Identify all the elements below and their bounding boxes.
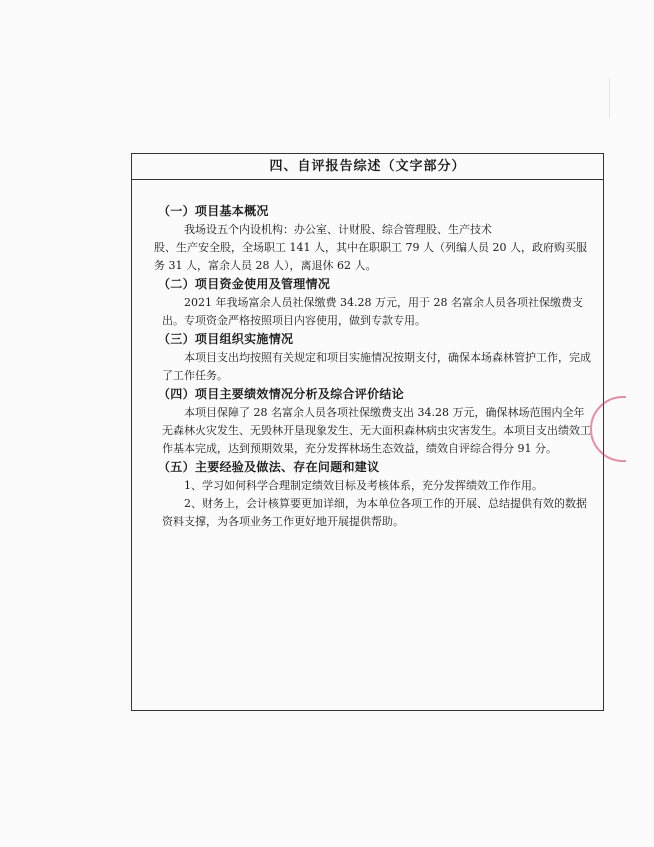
scan-edge-mark <box>609 78 610 118</box>
report-content <box>132 180 603 531</box>
seal-ring <box>590 396 626 462</box>
red-seal-stamp <box>590 396 626 462</box>
section-heading-3: （三）项目组织实施情况 <box>158 332 294 346</box>
section-5-para-1: 1、学习如何科学合理制定绩效目标及考核体系，充分发挥绩效工作作用。 <box>184 479 543 492</box>
section-heading-2: （二）项目资金使用及管理情况 <box>158 277 331 291</box>
section-heading-4: （四）项目主要绩效情况分析及综合评价结论 <box>158 387 405 401</box>
section-3-para-1: 本项目支出均按照有关规定和项目实施情况按期支付，确保本场森林管护工作，完成了工作任务。 <box>162 351 591 382</box>
section-1-para-1: 我场设五个内设机构：办公室、计财股、综合管理股、生产技术 <box>184 223 492 236</box>
section-1-para-2: 股、生产安全股，全场职工 141 人，其中在职职工 79 人（列编人员 20 人，政府购买服务 31 人，富余人员 28 人），离退休 62 人。 <box>154 241 587 272</box>
section-4-para-1: 本项目保障了 28 名富余人员各项社保缴费支出 34.28 万元，确保林场范围内全年无森林火灾发生、无毁林开垦现象发生、无大面积森林病虫灾害发生。本项目支出绩效工作基本完成，达到预期效果，充分发挥林场生态效益，绩效自评综合得分 91 分。 <box>162 406 591 455</box>
section-2-para-1: 2021 年我场富余人员社保缴费 34.28 万元，用于 28 名富余人员各项社保缴费支出。专项资金严格按照项目内容使用，做到专款专用。 <box>162 296 583 327</box>
report-title: 四、自评报告综述（文字部分） <box>132 154 603 180</box>
section-5-para-2: 2、财务上，会计核算要更加详细，为本单位各项工作的开展、总结提供有效的数据资料支撑，为各项业务工作更好地开展提供帮助。 <box>162 497 587 528</box>
report-frame <box>131 153 604 711</box>
section-heading-5: （五）主要经验及做法、存在问题和建议 <box>158 460 380 474</box>
section-heading-1: （一）项目基本概况 <box>158 204 269 218</box>
